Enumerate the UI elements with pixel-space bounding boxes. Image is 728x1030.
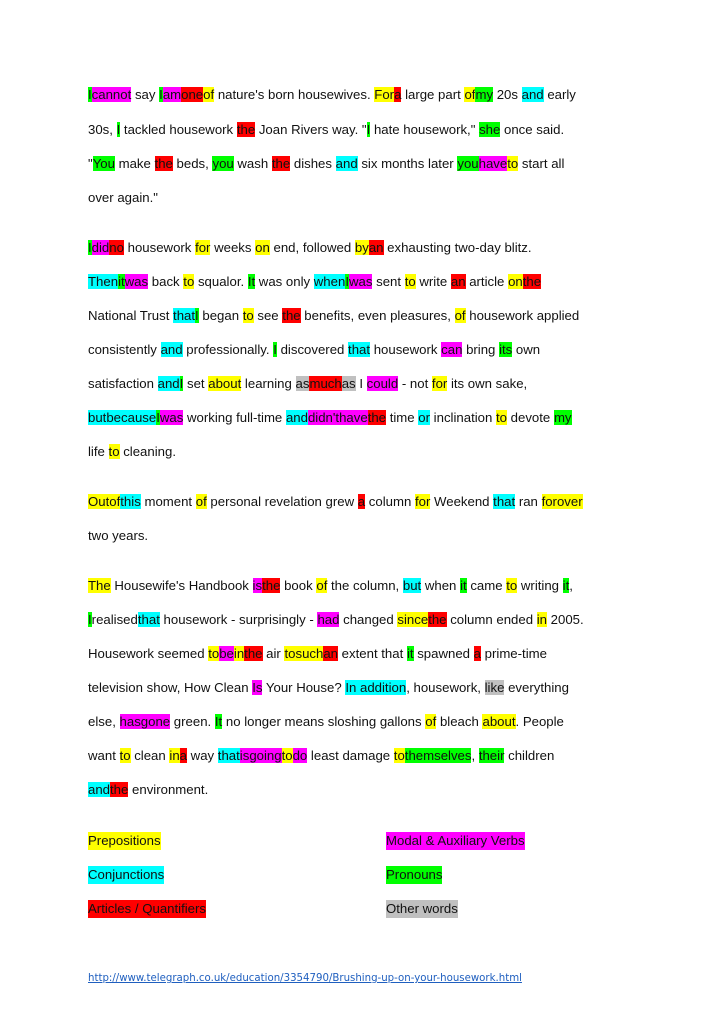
highlighted-word: and <box>88 782 111 797</box>
highlighted-word: their <box>478 748 505 763</box>
highlighted-word: as <box>341 376 356 391</box>
highlighted-word: when <box>313 274 346 289</box>
highlighted-word: a <box>473 646 481 661</box>
highlighted-word: for <box>431 376 448 391</box>
text-line <box>88 577 658 595</box>
highlighted-word: it <box>460 578 467 593</box>
highlighted-word: the <box>282 308 301 323</box>
legend-other-words: Other words <box>386 901 458 916</box>
highlighted-word: over <box>556 494 583 509</box>
highlighted-word: I <box>366 122 371 137</box>
text-run: personal revelation grew <box>206 494 358 509</box>
text-run: housework - surprisingly - <box>159 612 318 627</box>
highlighted-word: that <box>173 308 196 323</box>
highlighted-word: to <box>242 308 254 323</box>
highlighted-word: have <box>478 156 508 171</box>
text-line <box>88 239 658 257</box>
text-run: early <box>543 87 576 102</box>
text-run: wash <box>233 156 272 171</box>
text-line <box>88 273 658 291</box>
highlighted-word: because <box>106 410 157 425</box>
text-run: Housework seemed <box>88 646 209 661</box>
highlighted-word: have <box>339 410 368 425</box>
highlighted-word: that <box>348 342 371 357</box>
text-run: housework applied <box>465 308 580 323</box>
highlighted-word: the <box>236 122 256 137</box>
text-line <box>88 747 658 765</box>
highlighted-word: For <box>374 87 395 102</box>
text-run: writing <box>517 578 563 593</box>
text-run: I <box>355 376 367 391</box>
highlighted-word: of <box>464 87 476 102</box>
highlighted-word: to <box>507 156 519 171</box>
text-line <box>88 409 658 427</box>
highlighted-word: a <box>357 494 366 509</box>
text-run: hate housework," <box>370 122 480 137</box>
highlighted-word: about <box>208 376 242 391</box>
text-line <box>88 121 658 139</box>
text-run: . People <box>515 714 564 729</box>
text-run: Your House? <box>262 680 346 695</box>
text-run: air <box>262 646 285 661</box>
highlighted-word: to <box>393 748 405 763</box>
highlighted-word: like <box>484 680 505 695</box>
text-run: back <box>148 274 184 289</box>
text-run: life <box>88 444 109 459</box>
legend-modal-verbs: Modal & Auxiliary Verbs <box>386 833 525 848</box>
text-run: began <box>198 308 243 323</box>
highlighted-word: Then <box>88 274 119 289</box>
text-run: squalor. <box>194 274 248 289</box>
highlighted-word: of <box>316 578 328 593</box>
text-run: discovered <box>276 342 349 357</box>
highlighted-word: I <box>345 274 349 289</box>
text-run: weeks <box>210 240 256 255</box>
text-run: environment. <box>128 782 209 797</box>
text-run: , <box>471 748 479 763</box>
text-line <box>88 527 658 545</box>
highlighted-word: much <box>309 376 342 391</box>
highlighted-word: of <box>454 308 466 323</box>
highlighted-word: you <box>457 156 479 171</box>
highlighted-word: the <box>154 156 173 171</box>
text-run: time <box>386 410 419 425</box>
text-run: working full-time <box>183 410 286 425</box>
text-line <box>88 645 658 663</box>
legend-articles: Articles / Quantifiers <box>88 901 206 916</box>
highlighted-word: you <box>212 156 234 171</box>
text-run: tackled housework <box>120 122 237 137</box>
text-run: National Trust <box>88 308 174 323</box>
highlighted-word: You <box>92 156 115 171</box>
text-run: sent <box>372 274 405 289</box>
text-run: 30s, <box>88 122 117 137</box>
text-run: article <box>465 274 509 289</box>
highlighted-word: that <box>493 494 516 509</box>
highlighted-word: on <box>508 274 523 289</box>
text-run: say <box>131 87 160 102</box>
text-run: least damage <box>307 748 394 763</box>
highlighted-word: its <box>499 342 513 357</box>
text-run: book <box>280 578 317 593</box>
text-run: cleaning. <box>119 444 176 459</box>
highlighted-word: and <box>160 342 183 357</box>
highlighted-word: I <box>156 410 160 425</box>
text-run: consistently <box>88 342 161 357</box>
highlighted-word: to <box>183 274 195 289</box>
text-run: 2005. <box>546 612 584 627</box>
text-run: ran <box>515 494 542 509</box>
highlighted-word: my <box>553 410 572 425</box>
text-run: over again." <box>88 190 158 205</box>
text-run: prime-time <box>481 646 547 661</box>
highlighted-word: an <box>323 646 339 661</box>
text-run: else, <box>88 714 120 729</box>
highlighted-word: the <box>271 156 291 171</box>
highlighted-word: had <box>317 612 340 627</box>
highlighted-word: didn't <box>307 410 340 425</box>
text-run: large part <box>401 87 465 102</box>
text-run: housework <box>123 240 196 255</box>
text-run: clean <box>130 748 170 763</box>
text-run: its own sake, <box>447 376 528 391</box>
text-run: " <box>88 156 93 171</box>
text-run: own <box>512 342 541 357</box>
text-line <box>88 155 658 173</box>
highlighted-word: no <box>109 240 124 255</box>
text-line <box>88 375 658 393</box>
highlighted-word: it <box>118 274 125 289</box>
text-run: make <box>114 156 155 171</box>
highlighted-word: a <box>394 87 402 102</box>
text-run: benefits, even pleasures, <box>300 308 455 323</box>
text-run: column <box>365 494 415 509</box>
text-run: Housewife's Handbook <box>110 578 253 593</box>
highlighted-word: the <box>110 782 129 797</box>
highlighted-word: to <box>506 578 518 593</box>
highlighted-word: and <box>285 410 308 425</box>
text-run: , housework, <box>406 680 485 695</box>
highlighted-word: of <box>109 494 121 509</box>
highlighted-word: the <box>522 274 542 289</box>
text-run: exhausting two-day blitz. <box>383 240 532 255</box>
text-run: beds, <box>172 156 213 171</box>
text-run: set <box>183 376 209 391</box>
highlighted-word: one <box>181 87 204 102</box>
highlighted-word: gone <box>140 714 171 729</box>
text-run: moment <box>140 494 196 509</box>
highlighted-word: to <box>281 748 293 763</box>
highlighted-word: I <box>159 87 163 102</box>
text-line <box>88 307 658 325</box>
text-run: once said. <box>500 122 565 137</box>
text-run: changed <box>339 612 398 627</box>
text-line <box>88 86 658 104</box>
text-line <box>88 189 658 207</box>
text-run: was only <box>255 274 314 289</box>
text-run: - not <box>398 376 432 391</box>
highlighted-word: to <box>404 274 416 289</box>
highlighted-word: it <box>406 646 414 661</box>
highlighted-word: can <box>441 342 463 357</box>
highlighted-word: of <box>203 87 215 102</box>
highlighted-word: I <box>116 122 121 137</box>
text-line <box>88 713 658 731</box>
highlighted-word: could <box>366 376 399 391</box>
text-run: spawned <box>413 646 474 661</box>
highlighted-word: since <box>397 612 429 627</box>
text-run: housework <box>370 342 442 357</box>
highlighted-word: is <box>252 578 263 593</box>
text-run: no longer means sloshing gallons <box>222 714 426 729</box>
text-run: the column, <box>327 578 403 593</box>
highlighted-word: by <box>354 240 369 255</box>
text-run: want <box>88 748 120 763</box>
highlighted-word: for <box>414 494 431 509</box>
highlighted-word: in <box>169 748 180 763</box>
text-run: when <box>421 578 461 593</box>
highlighted-word: an <box>368 240 384 255</box>
highlighted-word: is <box>239 748 250 763</box>
highlighted-word: for <box>541 494 557 509</box>
text-run: realised <box>91 612 138 627</box>
highlighted-word: cannot <box>91 87 132 102</box>
text-run: extent that <box>338 646 407 661</box>
highlighted-word: was <box>124 274 149 289</box>
text-run: six months later <box>357 156 458 171</box>
text-run: professionally. <box>182 342 274 357</box>
highlighted-word: that <box>217 748 240 763</box>
highlighted-word: and <box>157 376 180 391</box>
highlighted-word: It <box>214 714 223 729</box>
text-run: column ended <box>446 612 537 627</box>
text-run: learning <box>241 376 296 391</box>
text-run: 20s <box>493 87 522 102</box>
highlighted-word: and <box>335 156 358 171</box>
text-run: came <box>466 578 507 593</box>
text-line <box>88 611 658 629</box>
text-run: write <box>415 274 451 289</box>
text-line <box>88 493 658 511</box>
highlighted-word: to <box>284 646 296 661</box>
highlighted-word: in <box>536 612 547 627</box>
highlighted-word: has <box>119 714 141 729</box>
source-link[interactable]: http://www.telegraph.co.uk/education/3354790/Brushing-up-on-your-housework.html <box>88 973 522 984</box>
text-run: devote <box>507 410 554 425</box>
highlighted-word: on <box>255 240 270 255</box>
text-run: , <box>569 578 573 593</box>
text-run: dishes <box>290 156 336 171</box>
highlighted-word: she <box>479 122 501 137</box>
highlighted-word: I <box>273 342 277 357</box>
highlighted-word: such <box>295 646 324 661</box>
text-run: television show, How Clean <box>88 680 253 695</box>
text-run: satisfaction <box>88 376 158 391</box>
highlighted-word: the <box>244 646 263 661</box>
highlighted-word: I <box>88 612 92 627</box>
text-run: start all <box>518 156 565 171</box>
highlighted-word: the <box>428 612 447 627</box>
highlighted-word: the <box>367 410 387 425</box>
highlighted-word: a <box>179 748 187 763</box>
text-line <box>88 443 658 461</box>
highlighted-word: as <box>295 376 310 391</box>
highlighted-word: I <box>195 308 199 323</box>
highlighted-word: be <box>219 646 234 661</box>
legend-conjunctions: Conjunctions <box>88 867 165 882</box>
text-run: children <box>504 748 555 763</box>
highlighted-word: to <box>208 646 220 661</box>
highlighted-word: but <box>88 410 107 425</box>
highlighted-word: that <box>137 612 160 627</box>
highlighted-word: did <box>91 240 110 255</box>
highlighted-word: to <box>496 410 507 425</box>
highlighted-word: I <box>88 240 92 255</box>
legend-prepositions: Prepositions <box>88 833 161 848</box>
highlighted-word: the <box>262 578 281 593</box>
highlighted-word: an <box>450 274 466 289</box>
highlighted-word: about <box>482 714 516 729</box>
text-run: Joan Rivers way. " <box>255 122 367 137</box>
highlighted-word: in <box>233 646 245 661</box>
highlighted-word: themselves <box>404 748 472 763</box>
text-run: bring <box>462 342 500 357</box>
highlighted-word: for <box>195 240 211 255</box>
highlighted-word: was <box>348 274 373 289</box>
highlighted-word: am <box>162 87 182 102</box>
highlighted-word: going <box>249 748 282 763</box>
text-run: green. <box>170 714 215 729</box>
highlighted-word: or <box>418 410 431 425</box>
highlighted-word: but <box>402 578 422 593</box>
highlighted-word: was <box>159 410 184 425</box>
text-run: everything <box>504 680 569 695</box>
highlighted-word: Out <box>88 494 110 509</box>
text-line <box>88 341 658 359</box>
highlighted-word: It <box>247 274 256 289</box>
highlighted-word: this <box>120 494 141 509</box>
highlighted-word: and <box>521 87 544 102</box>
legend-pronouns: Pronouns <box>386 867 443 882</box>
highlighted-word: to <box>108 444 120 459</box>
text-run: way <box>187 748 218 763</box>
text-run: bleach <box>436 714 483 729</box>
text-line <box>88 781 658 799</box>
highlighted-word: The <box>88 578 111 593</box>
text-run: nature's born housewives. <box>214 87 375 102</box>
highlighted-word: I <box>179 376 184 391</box>
text-run: Weekend <box>430 494 494 509</box>
highlighted-word: of <box>195 494 207 509</box>
text-run: see <box>253 308 283 323</box>
highlighted-word: do <box>292 748 308 763</box>
highlighted-word: In addition <box>345 680 407 695</box>
highlighted-word: Is <box>252 680 263 695</box>
highlighted-word: it <box>562 578 570 593</box>
text-run: end, followed <box>269 240 355 255</box>
highlighted-word: I <box>88 87 92 102</box>
highlighted-word: my <box>475 87 494 102</box>
highlighted-word: to <box>119 748 131 763</box>
text-run: two years. <box>88 528 149 543</box>
highlighted-word: of <box>425 714 437 729</box>
text-line <box>88 679 658 697</box>
text-run: inclination <box>430 410 496 425</box>
